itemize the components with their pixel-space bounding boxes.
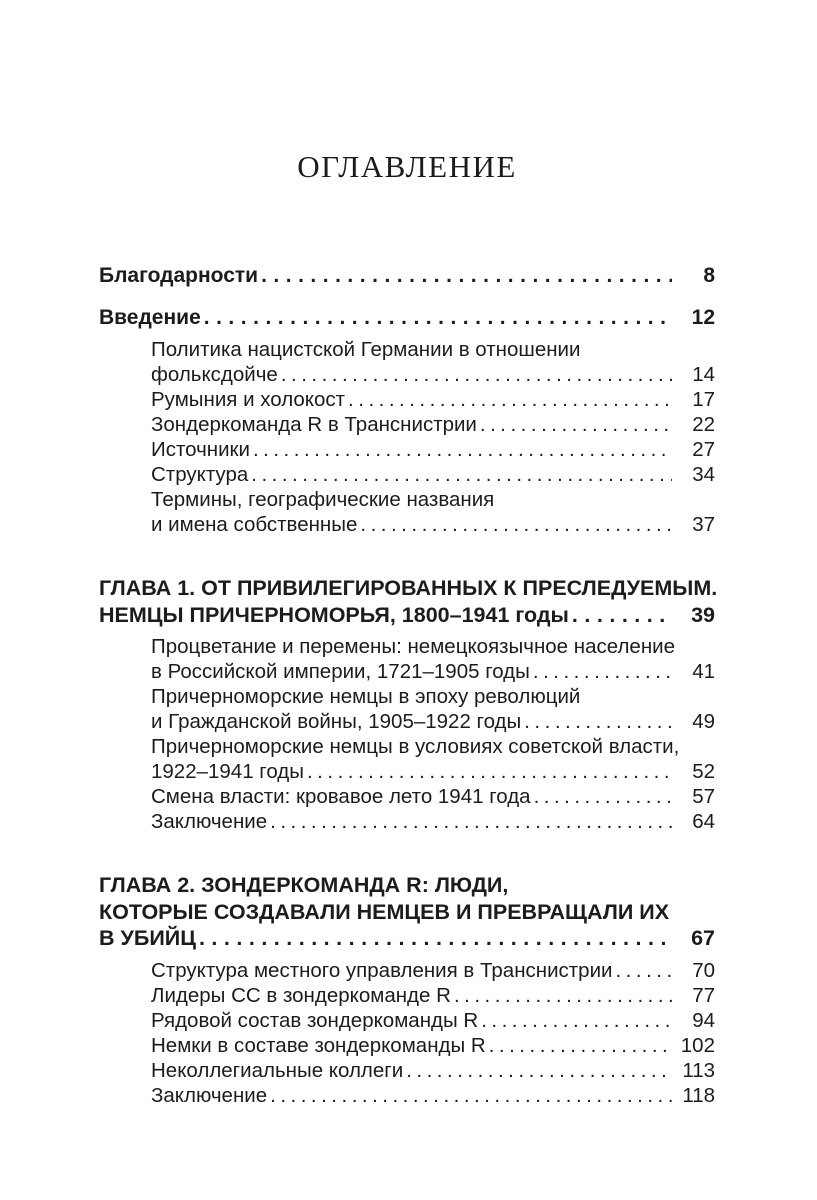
dot-leader [348,387,672,412]
entry-label: ГЛАВА 2. ЗОНДЕРКОМАНДА R: ЛЮДИ, [99,873,509,897]
entry-label: Румыния и холокост [151,388,346,411]
dot-leader [534,784,672,809]
toc-entry-introduction [99,305,715,331]
page-number: 34 [692,463,715,486]
toc-entry-acknowledgements [99,263,715,289]
toc-subentry [99,1058,715,1083]
toc-subentry [99,1008,715,1033]
entry-label: Смена власти: кровавое лето 1941 года [151,785,531,808]
dot-leader [615,958,672,983]
dot-leader [360,512,672,537]
dot-leader [204,305,672,331]
dot-leader [270,809,672,834]
dot-leader [199,925,672,952]
dot-leader [533,659,672,684]
dot-leader [489,1033,672,1058]
entry-label: Причерноморские немцы в условиях советской власти, [151,735,680,758]
toc-subentry [99,1083,715,1108]
dot-leader [406,1058,672,1083]
entry-label: Причерноморские немцы в эпоху революций [151,685,581,708]
entry-label: Процветание и перемены: немецкоязычное население [151,635,676,658]
toc-subentry [99,412,715,437]
chapter-1-subentries [99,634,715,834]
page-number: 94 [692,1008,715,1032]
page-number: 41 [692,660,715,683]
page-number: 52 [692,760,715,783]
dot-leader [524,709,672,734]
dot-leader [253,437,672,462]
dot-leader [481,1008,672,1033]
toc-content [99,0,718,1108]
entry-label: 1922–1941 годы [151,760,304,783]
entry-label: Заключение [151,810,268,833]
toc-chapter-2 [99,872,715,1108]
toc-subentry [99,809,715,834]
toc-subentry [99,462,715,487]
entry-label: Термины, географические названия [151,488,495,511]
chapter-2-subentries [99,958,715,1108]
page-number: 70 [692,958,715,982]
toc-subentry [99,634,715,659]
entry-label: В УБИЙЦ [99,926,196,950]
dot-leader [572,602,672,629]
entry-label: Структура [151,463,249,486]
chapter-heading-line [99,925,715,952]
page-number: 113 [682,1058,715,1082]
toc-subentry [99,983,715,1008]
page-number: 102 [680,1033,715,1057]
introduction-subentries [99,337,715,537]
page-number: 37 [692,513,715,536]
entry-label: Благодарности [99,264,259,287]
toc-subentry [99,958,715,983]
toc-subentry [99,437,715,462]
page-number: 12 [691,306,715,329]
toc-subentry [99,362,715,387]
entry-label: Заключение [151,1083,268,1107]
page-number: 22 [692,413,715,436]
page-title: ОГЛАВЛЕНИЕ [297,149,517,184]
toc-subentry [99,512,715,537]
entry-label: Лидеры СС в зондеркоманде R [151,983,451,1007]
entry-label: и имена собственные [151,513,358,536]
toc-subentry [99,784,715,809]
page-number: 17 [692,388,715,411]
toc-subentry [99,487,715,512]
entry-label: НЕМЦЫ ПРИЧЕРНОМОРЬЯ, 1800–1941 годы [99,602,569,627]
page-number: 14 [692,363,715,386]
entry-label: Структура местного управления в Транснистрии [151,958,613,982]
entry-label: и Гражданской войны, 1905–1922 годы [151,710,522,733]
entry-label: Рядовой состав зондеркоманды R [151,1008,479,1032]
dot-leader [480,412,672,437]
page-number: 64 [692,810,715,833]
toc-subentry [99,659,715,684]
page-number: 57 [692,785,715,808]
entry-label: Введение [99,306,201,329]
dot-leader [307,759,672,784]
chapter-heading-line [99,872,715,899]
toc-subentry [99,759,715,784]
entry-label: Источники [151,438,250,461]
entry-label: ГЛАВА 1. ОТ ПРИВИЛЕГИРОВАННЫХ К ПРЕСЛЕДУЕМЫМ. [99,576,718,600]
entry-label: Неколлегиальные коллеги [151,1058,404,1082]
page-number: 49 [692,710,715,733]
toc-subentry [99,734,715,759]
chapter-heading-line [99,575,718,602]
entry-label: в Российской империи, 1721–1905 годы [151,660,530,683]
toc-subentry [99,1033,715,1058]
dot-leader [281,362,672,387]
entry-label: Политика нацистской Германии в отношении [151,338,581,361]
chapter-heading-line [99,899,715,926]
chapter-heading-line [99,602,715,629]
toc-chapter-1 [99,575,718,834]
page-number: 77 [692,983,715,1007]
toc-subentry [99,709,715,734]
page-number: 39 [691,602,715,627]
entry-label: КОТОРЫЕ СОЗДАВАЛИ НЕМЦЕВ И ПРЕВРАЩАЛИ ИХ [99,899,670,924]
entry-label: Немки в составе зондеркоманды R [151,1033,486,1057]
page-number: 8 [703,264,715,287]
dot-leader [454,983,672,1008]
page-number: 27 [692,438,715,461]
dot-leader [270,1083,672,1108]
entry-label: Зондеркоманда R в Транснистрии [151,413,477,436]
table-of-contents [99,263,718,1108]
page-number: 67 [691,926,715,950]
dot-leader [251,462,672,487]
toc-subentry [99,684,715,709]
entry-label: фольксдойче [151,363,278,386]
page-number: 118 [682,1083,715,1107]
toc-subentry [99,337,715,362]
toc-subentry [99,387,715,412]
dot-leader [261,263,672,289]
